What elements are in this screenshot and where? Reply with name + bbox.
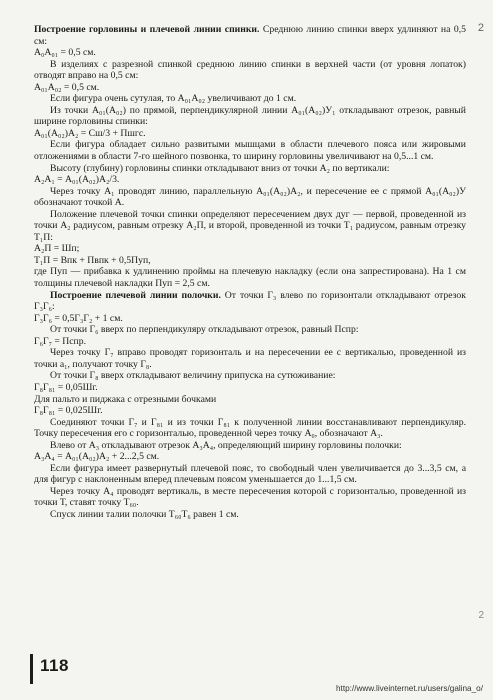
paragraph-text: А₀₁(А₀₂)А₂ = Сш/3 + Пшгс. bbox=[34, 127, 146, 139]
paragraph-text: где Пуп — прибавка к удлинению проймы на плечевую накладку (если она запрестирована). На 1 см толщины плечевой накладки Пуп = 2,5 см. bbox=[34, 266, 466, 290]
edge-mark-bottom: 2 bbox=[478, 610, 484, 621]
paragraph bbox=[34, 313, 466, 325]
footer-url[interactable]: http://www.liveinternet.ru/users/galina_o/ bbox=[336, 684, 483, 693]
paragraph bbox=[34, 174, 466, 186]
paragraph bbox=[34, 139, 466, 162]
paragraph bbox=[34, 370, 466, 382]
paragraph bbox=[34, 509, 466, 521]
paragraph bbox=[34, 440, 466, 452]
paragraph-text: А₂П = Шп; bbox=[34, 243, 80, 255]
paragraph-text: А₀₁А₀₂ = 0,5 см. bbox=[34, 81, 100, 93]
paragraph bbox=[34, 128, 466, 140]
paragraph bbox=[34, 59, 466, 82]
paragraph-text: Для пальто и пиджака с отрезными бочками bbox=[34, 393, 217, 405]
section-heading: Построение плечевой линии полочки. bbox=[50, 289, 221, 301]
paragraph-text: Положение плечевой точки спинки определяют пересечением двух дуг — первой, проведенной из точки А₂ радиусом, равным отрезку А₂П, и второй, проведенной из точки Т₁ радиусом, равным отрезку Т₁П: bbox=[34, 208, 466, 243]
paragraph-text: Т₁П = Впк + Пвпк + 0,5Пуп, bbox=[34, 254, 151, 266]
section-heading: Построение горловины и плечевой линии спинки. bbox=[34, 24, 260, 35]
paragraph bbox=[34, 243, 466, 255]
paragraph-text: От точки Г₈ вверх откладывают величину припуска на сутюживание: bbox=[50, 370, 336, 382]
paragraph bbox=[34, 24, 466, 47]
paragraph-text: Если фигура очень сутулая, то А₀₁А₀₂ увеличивают до 1 см. bbox=[50, 93, 297, 105]
paragraph bbox=[34, 82, 466, 94]
paragraph bbox=[34, 394, 466, 406]
paragraph-text: А₃А₄ = А₀₁(А₀₂)А₂ + 2...2,5 см. bbox=[34, 451, 160, 463]
paragraph-text: Соединяют точки Г₇ и Г₈₁ и из точки Г₈₁ к полученной линии восстанавливают перпендикуляр. Точку пересечения его с горизонталью, проведенной через точку А₀, обозначают А₃. bbox=[34, 416, 466, 440]
paragraph bbox=[34, 451, 466, 463]
paragraph-text: Г₃Г₆ = 0,5Г₃Г₂ + 1 см. bbox=[34, 312, 123, 324]
paragraph bbox=[34, 405, 466, 417]
paragraph bbox=[34, 266, 466, 289]
paragraph-text: Через точку Г₇ вправо проводят горизонталь и на пересечении ее с вертикалью, проведенной из точки а₁, получают точку Г₈. bbox=[34, 347, 466, 370]
page-number-bar bbox=[30, 654, 33, 684]
page-number: 118 bbox=[40, 656, 69, 675]
document-body bbox=[34, 24, 466, 521]
paragraph bbox=[34, 290, 466, 313]
paragraph bbox=[34, 382, 466, 394]
paragraph bbox=[34, 163, 466, 175]
paragraph-text: От точки Г₆ вверх по перпендикуляру откладывают отрезок, равный Пспр: bbox=[50, 324, 359, 336]
paragraph bbox=[34, 486, 466, 509]
paragraph-text: Через точку А₁ проводят линию, параллельную А₀₁(А₀₂)А₂, и пересечение ее с прямой А₀₁(А₀₂)У обозначают точкой А. bbox=[34, 185, 466, 209]
paragraph-text: Среднюю линию спинки вверх удлиняют на 0,5 см: bbox=[34, 24, 466, 47]
paragraph-text: А₂А₁ = А₀₁(А₀₂)А₂/3. bbox=[34, 174, 120, 186]
paragraph bbox=[34, 255, 466, 267]
paragraph-text: Г₈Г₈₁ = 0,05Шг. bbox=[34, 381, 98, 393]
paragraph bbox=[34, 336, 466, 348]
paragraph bbox=[34, 209, 466, 244]
paragraph-text: От точки Г₃ влево по горизонтали откладывают отрезок Г₃Г₆: bbox=[34, 289, 466, 313]
paragraph-text: Г₈Г₈₁ = 0,025Шг. bbox=[34, 405, 103, 417]
paragraph-text: Спуск линии талии полочки Т₆₀Т₆ равен 1 см. bbox=[50, 508, 239, 520]
paragraph-text: В изделиях с разрезной спинкой среднюю линию спинки в верхней части (от уровня лопаток) отводят вправо на 0,5 см: bbox=[34, 58, 466, 82]
paragraph-text: Влево от А₃ откладывают отрезок А₃А₄, определяющий ширину горловины полочки: bbox=[50, 439, 402, 451]
paragraph-text: Если фигура имеет развернутый плечевой пояс, то свободный член увеличивается до 3...3,5 см, а для фигур с наклоненным вперед плечевым поясом уменьшается до 1...1,5 см. bbox=[34, 462, 466, 486]
paragraph bbox=[34, 93, 466, 105]
paragraph-text: Через точку А₄ проводят вертикаль, в месте пересечения которой с горизонталью, проведенной из точки Т, ставят точку Т₆₀. bbox=[34, 485, 466, 509]
paragraph bbox=[34, 324, 466, 336]
paragraph-text: Если фигура обладает сильно развитыми мышцами в области плечевого пояса или жировыми отложениями в области 7-го шейного позвонка, то ширину горловины увеличивают на 0,5...1 см. bbox=[34, 139, 466, 163]
paragraph bbox=[34, 47, 466, 59]
paragraph-text: Из точки А₀₁(А₀₂) по прямой, перпендикулярной линии А₀₁(А₀₂)У₁ откладывают отрезок, равный ширине горловины спинки: bbox=[34, 104, 466, 128]
edge-mark-top: 2 bbox=[477, 22, 484, 34]
paragraph bbox=[34, 105, 466, 128]
paragraph-text: Г₆Г₇ = Пспр. bbox=[34, 335, 87, 347]
paragraph bbox=[34, 417, 466, 440]
paragraph bbox=[34, 186, 466, 209]
paragraph-text: Высоту (глубину) горловины спинки откладывают вниз от точки А₂ по вертикали: bbox=[50, 162, 390, 174]
paragraph bbox=[34, 463, 466, 486]
paragraph-text: А₀А₀₁ = 0,5 см. bbox=[34, 47, 96, 59]
paragraph bbox=[34, 347, 466, 370]
